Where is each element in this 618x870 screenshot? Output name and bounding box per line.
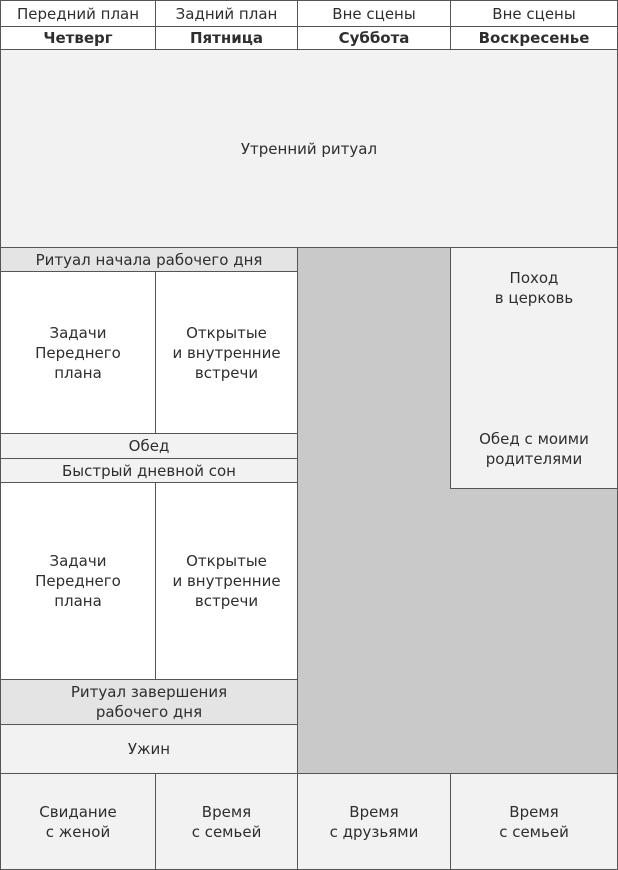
morning-ritual-label: Утренний ритуал <box>240 139 378 158</box>
evening-friday: Время с семьей <box>155 773 298 870</box>
sunday-church-block <box>450 247 618 489</box>
evening-sunday: Время с семьей <box>450 773 618 870</box>
nap-block: Быстрый дневной сон <box>0 458 298 483</box>
evening-saturday: Время с друзьями <box>297 773 451 870</box>
day-label-thursday: Четверг <box>0 26 156 50</box>
workday-start-ritual: Ритуал начала рабочего дня <box>0 247 298 272</box>
scene-label-col1: Передний план <box>0 0 156 27</box>
day-label-sunday: Воскресенье <box>450 26 618 50</box>
foreground-tasks-afternoon: Задачи Переднего плана <box>0 482 156 680</box>
morning-ritual-block <box>0 49 618 248</box>
scene-label-col3: Вне сцены <box>297 0 451 27</box>
open-meetings-morning: Открытые и внутренние встречи <box>155 271 298 434</box>
workday-end-ritual: Ритуал завершения рабочего дня <box>0 679 298 725</box>
foreground-tasks-morning: Задачи Переднего плана <box>0 271 156 434</box>
evening-thursday: Свидание с женой <box>0 773 156 870</box>
dinner-block: Ужин <box>0 724 298 774</box>
scene-label-col2: Задний план <box>155 0 298 27</box>
day-label-saturday: Суббота <box>297 26 451 50</box>
scene-label-col4: Вне сцены <box>450 0 618 27</box>
lunch-block: Обед <box>0 433 298 459</box>
church-label: Поход в церковь <box>494 269 574 307</box>
day-label-friday: Пятница <box>155 26 298 50</box>
parents-lunch-label: Обед с моими родителями <box>479 430 589 468</box>
open-meetings-afternoon: Открытые и внутренние встречи <box>155 482 298 680</box>
